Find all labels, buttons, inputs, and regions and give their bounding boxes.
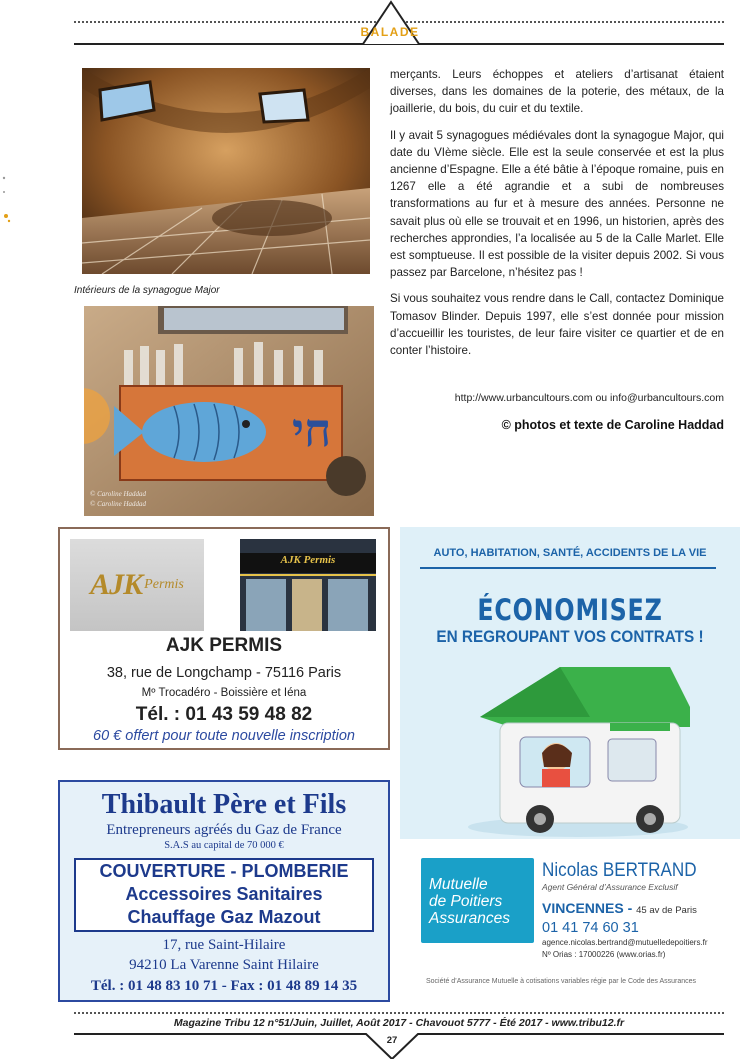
article-paragraph: Il y avait 5 synagogues médiévales dont la synagogue Major, qui date du VIème siècle. Elle est la seule conservée et est la plus ancienne d’Espagne. Elle a été bâtie à l’époque romaine, puis en 1267 elle a été agrandie et a subi de nombreuses transformations au fur et à mesure des années. Personne ne savait plus où elle se trouvait et en 1996, un historien, après des recherches approndies, l’a localisée au 5 de la Calle Marlet. Elle est somptueuse. Il est possible de la visiter depuis 2002. Si vous passez par Barcelone, n’hésitez pas ! xyxy=(390,128,724,280)
thibault-subtitle: Entrepreneurs agréés du Gaz de France xyxy=(106,822,342,838)
service-item: Chauffage Gaz Mazout xyxy=(127,907,321,927)
service-item: Accessoires Sanitaires xyxy=(125,884,323,904)
section-label: BALADE xyxy=(360,25,420,39)
ajk-permis-ad xyxy=(58,527,390,750)
ajk-metro: Mº Trocadéro - Boissière et Iéna xyxy=(141,687,307,699)
ajk-name: AJK PERMIS xyxy=(165,635,283,656)
insurance-legal-note: Société d’Assurance Mutuelle à cotisations variables régie par le Code des Assurances xyxy=(426,978,697,985)
article-paragraph: merçants. Leurs échoppes et ateliers d’artisanat étaient diverses, dans les domaines de la poterie, des métaux, de la joaillerie, du bois, du cuir et du textile. xyxy=(390,68,724,116)
photo-watermark: © Caroline Haddad xyxy=(90,500,147,508)
thibault-services xyxy=(74,858,374,932)
photo-caption: Intérieurs de la synagogue Major xyxy=(74,285,220,296)
agent-orias: Nº Orias : 17000226 (www.orias.fr) xyxy=(542,950,666,959)
agent-phone[interactable]: 01 41 74 60 31 xyxy=(542,920,639,936)
insurance-headline: ÉCONOMISEZ xyxy=(477,593,663,627)
agent-name: Nicolas BERTRAND xyxy=(542,860,697,881)
thibault-city: 94210 La Varenne Saint Hilaire xyxy=(129,957,319,973)
contact-links[interactable]: http://www.urbancultours.com ou info@urbancultours.com xyxy=(454,392,724,404)
ajk-offer: 60 € offert pour toute nouvelle inscription xyxy=(93,728,355,744)
svg-text:חי: חי xyxy=(292,403,332,457)
mutuelle-logo: Mutuelle de Poitiers Assurances xyxy=(421,858,534,943)
article-paragraph: Si vous souhaitez vous rendre dans le Call, contactez Dominique Tomasov Blinder. Depuis 1997, elle s’est donnée pour mission d’accueillir les touristes, de leur faire visiter ce quartier et de en conter l’histoire. xyxy=(390,292,724,358)
storefront-sign: AJK Permis xyxy=(280,554,336,566)
thibault-phone[interactable]: Tél. : 01 48 83 10 71 - Fax : 01 48 89 14 35 xyxy=(90,978,358,994)
agent-email[interactable]: agence.nicolas.bertrand@mutuelledepoitiers.fr xyxy=(542,938,708,947)
thibault-ad xyxy=(58,780,390,1002)
decorative-sparkle-icon xyxy=(0,170,14,230)
thibault-title: Thibault Père et Fils xyxy=(101,789,347,820)
ajk-storefront-photo xyxy=(240,539,376,631)
synagogue-mosaic-photo xyxy=(84,306,374,516)
thibault-street: 17, rue Saint-Hilaire xyxy=(162,937,286,953)
agent-role: Agent Général d’Assurance Exclusif xyxy=(542,882,678,892)
photo-watermark: © Caroline Haddad xyxy=(90,490,147,498)
house-car-illustration xyxy=(460,657,690,839)
insurance-subline: EN REGROUPANT VOS CONTRATS ! xyxy=(436,627,704,646)
article-body xyxy=(390,66,724,368)
insurance-ad xyxy=(400,527,740,839)
service-item: COUVERTURE - PLOMBERIE xyxy=(99,861,349,881)
ajk-logo: AJK Permis xyxy=(70,539,204,631)
insurance-rule xyxy=(420,567,716,569)
ajk-phone[interactable]: Tél. : 01 43 59 48 82 xyxy=(135,704,313,725)
insurance-categories: AUTO, HABITATION, SANTÉ, ACCIDENTS DE LA VIE xyxy=(433,547,707,559)
mutuelle-poitiers-ad xyxy=(400,846,740,996)
synagogue-interior-photo xyxy=(82,68,370,274)
footer-dotted-rule xyxy=(74,1012,724,1014)
thibault-sas: S.A.S au capital de 70 000 € xyxy=(164,840,284,851)
footer-text: Magazine Tribu 12 n°51/Juin, Juillet, Août 2017 - Chavouot 5777 - Été 2017 - www.tribu12.fr xyxy=(173,1017,625,1029)
photo-credit: © photos et texte de Caroline Haddad xyxy=(501,418,724,432)
ajk-address: 38, rue de Longchamp - 75116 Paris xyxy=(106,665,342,681)
page-number: 27 xyxy=(386,1035,398,1046)
agent-city: VINCENNES - 45 av de Paris xyxy=(542,900,697,916)
